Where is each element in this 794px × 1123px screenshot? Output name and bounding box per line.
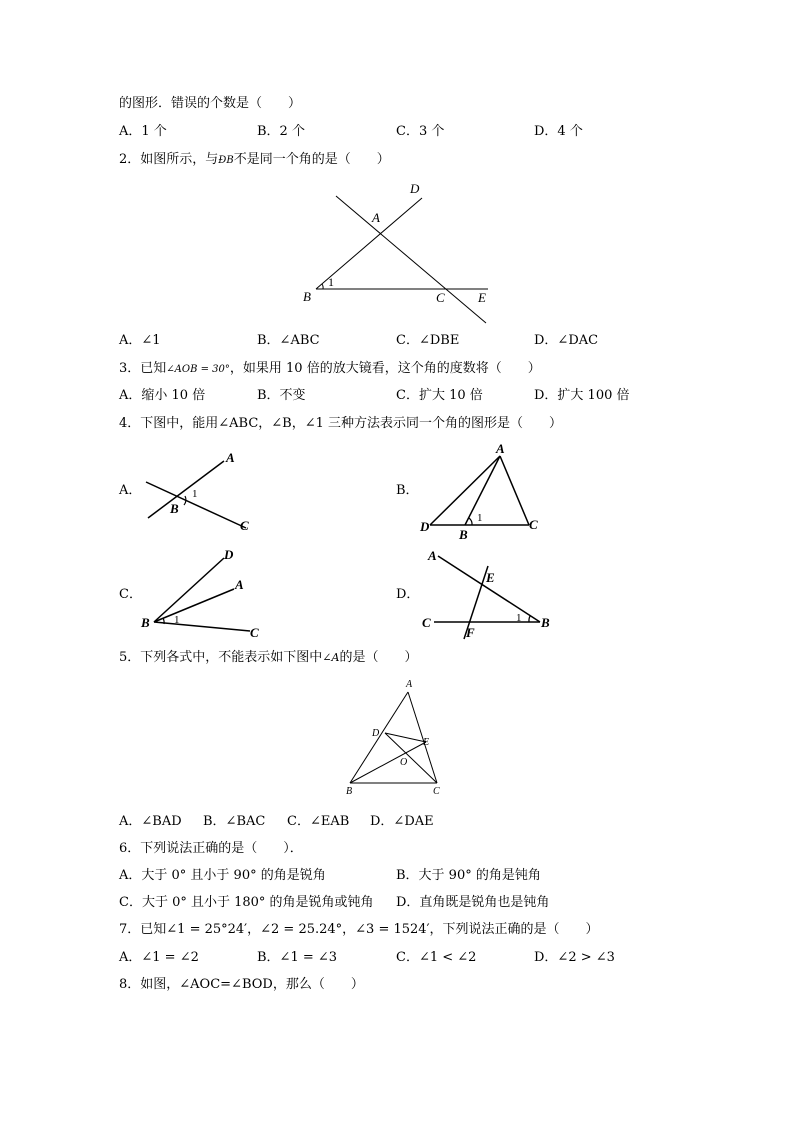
q4-option-d[interactable]: D． bbox=[396, 587, 420, 602]
q2-label-d: D bbox=[410, 181, 420, 196]
q4c-label-1: 1 bbox=[174, 614, 180, 626]
q5-label-c: C bbox=[433, 786, 440, 797]
q4-figure-b bbox=[418, 440, 548, 540]
q4d-label-b: B bbox=[541, 615, 550, 630]
q4d-label-e: E bbox=[486, 570, 495, 585]
q3-stem-math: ∠AOB = 30° bbox=[166, 364, 230, 375]
q2-label-e: E bbox=[478, 290, 486, 305]
q5-option-b[interactable]: B．∠BAC bbox=[203, 814, 266, 829]
q3-option-d[interactable]: D．扩大 100 倍 bbox=[534, 388, 630, 403]
q5-stem-math: ∠A bbox=[322, 651, 340, 664]
q2-label-a: A bbox=[372, 210, 380, 225]
q4d-label-f: F bbox=[466, 625, 475, 640]
q2-label-1: 1 bbox=[328, 275, 334, 289]
q1-option-a[interactable]: A．1 个 bbox=[119, 124, 167, 139]
q2-option-a[interactable]: A．∠1 bbox=[119, 333, 161, 348]
q1-option-c[interactable]: C．3 个 bbox=[396, 124, 445, 139]
q5-label-a: A bbox=[406, 679, 413, 690]
q4a-label-1: 1 bbox=[192, 488, 198, 500]
q2-stem-rest: 不是同一个角的是（ ） bbox=[233, 152, 390, 167]
q2-stem-symbol: ÐB bbox=[218, 155, 234, 166]
q2-figure bbox=[296, 178, 496, 328]
q4c-label-c: C bbox=[250, 625, 259, 640]
q4d-label-c: C bbox=[422, 615, 431, 630]
q6-option-b[interactable]: B．大于 90° 的角是钝角 bbox=[396, 868, 541, 883]
q4b-label-1: 1 bbox=[477, 512, 483, 524]
q5-label-o: O bbox=[400, 757, 408, 768]
q4a-label-c: C bbox=[240, 518, 249, 533]
q4c-label-b: B bbox=[141, 615, 150, 630]
q6-option-d[interactable]: D．直角既是锐角也是钝角 bbox=[396, 895, 550, 910]
q6-stem: 6．下列说法正确的是（ ）． bbox=[119, 841, 303, 856]
q1-stem-tail: 的图形．错误的个数是（ ） bbox=[119, 96, 302, 111]
q4-figure-a bbox=[140, 448, 270, 536]
q7-option-c[interactable]: C．∠1 < ∠2 bbox=[396, 950, 477, 965]
q4-stem: 4．下图中，能用∠ABC，∠B，∠1 三种方法表示同一个角的图形是（ ） bbox=[119, 416, 563, 431]
q4d-label-a: A bbox=[428, 548, 437, 563]
q4b-label-d: D bbox=[420, 519, 430, 534]
q2-option-d[interactable]: D．∠DAC bbox=[534, 333, 599, 348]
q2-label-c: C bbox=[436, 290, 445, 305]
q5-stem bbox=[119, 650, 417, 666]
q1-option-d[interactable]: D．4 个 bbox=[534, 124, 583, 139]
q3-option-b[interactable]: B．不变 bbox=[257, 388, 306, 403]
q3-option-c[interactable]: C．扩大 10 倍 bbox=[396, 388, 483, 403]
q7-stem: 7．已知∠1 = 25°24′，∠2 = 25.24°，∠3 = 1524′，下列说法正确的是（ ） bbox=[119, 922, 599, 937]
q3-option-a[interactable]: A．缩小 10 倍 bbox=[119, 388, 206, 403]
q2-stem-text: 2．如图所示，与 bbox=[119, 152, 219, 167]
q3-stem bbox=[119, 361, 541, 378]
q8-stem: 8．如图，∠AOC=∠BOD，那么（ ） bbox=[119, 977, 364, 992]
q2-label-b: B bbox=[303, 289, 311, 304]
q5-option-d[interactable]: D．∠DAE bbox=[370, 814, 434, 829]
q5-label-e: E bbox=[423, 737, 430, 748]
q7-option-a[interactable]: A．∠1 = ∠2 bbox=[119, 950, 199, 965]
q6-option-c[interactable]: C．大于 0° 且小于 180° 的角是锐角或钝角 bbox=[119, 895, 374, 910]
q2-stem bbox=[119, 152, 390, 169]
q4b-label-a: A bbox=[496, 441, 505, 456]
q4c-label-a: A bbox=[235, 577, 244, 592]
q1-option-b[interactable]: B．2 个 bbox=[257, 124, 305, 139]
q5-option-c[interactable]: C．∠EAB bbox=[287, 814, 350, 829]
q3-stem-pre: 3．已知 bbox=[119, 361, 167, 376]
q4-figure-d bbox=[418, 546, 558, 642]
q2-option-c[interactable]: C．∠DBE bbox=[396, 333, 460, 348]
q4-option-c[interactable]: C． bbox=[119, 587, 142, 602]
q4-option-b[interactable]: B． bbox=[396, 483, 419, 498]
q7-option-d[interactable]: D．∠2 > ∠3 bbox=[534, 950, 615, 965]
q5-label-b: B bbox=[346, 786, 353, 797]
q5-option-a[interactable]: A．∠BAD bbox=[119, 814, 182, 829]
q4a-label-b: B bbox=[170, 501, 179, 516]
q4-figure-c bbox=[140, 546, 270, 642]
q4d-label-1: 1 bbox=[516, 612, 522, 624]
q2-option-b[interactable]: B．∠ABC bbox=[257, 333, 320, 348]
q4c-label-d: D bbox=[224, 547, 234, 562]
q5-label-d: D bbox=[372, 728, 380, 739]
q4b-label-c: C bbox=[529, 517, 538, 532]
q5-stem-pre: 5．下列各式中，不能表示如下图中 bbox=[119, 650, 323, 665]
q4a-label-a: A bbox=[226, 450, 235, 465]
q6-option-a[interactable]: A．大于 0° 且小于 90° 的角是锐角 bbox=[119, 868, 326, 883]
q4-option-a[interactable]: A． bbox=[119, 483, 142, 498]
q7-option-b[interactable]: B．∠1 = ∠3 bbox=[257, 950, 338, 965]
q4b-label-b: B bbox=[459, 527, 468, 540]
q3-stem-post: ，如果用 10 倍的放大镜看，这个角的度数将（ ） bbox=[229, 361, 541, 376]
q5-figure bbox=[340, 676, 450, 800]
q5-stem-post: 的是（ ） bbox=[339, 650, 418, 665]
